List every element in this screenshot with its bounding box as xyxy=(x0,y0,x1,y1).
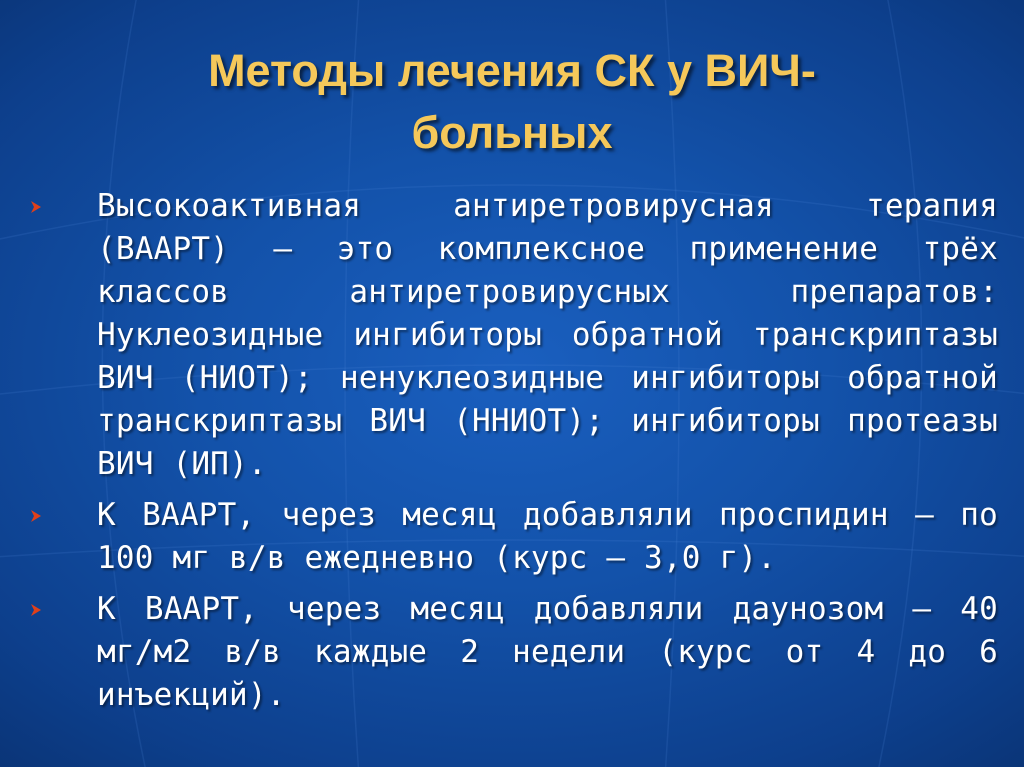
title-line-2: больных xyxy=(411,107,613,158)
bullet-text: К ВААРТ, через месяц добавляли проспидин – по 100 мг в/в ежедневно (курс – 3,0 г). xyxy=(97,497,998,576)
arrow-bullet-icon xyxy=(30,200,42,214)
bullet-item xyxy=(30,185,998,486)
arrow-bullet-icon xyxy=(30,509,42,523)
arrow-bullet-icon xyxy=(30,603,42,617)
bullet-text: К ВААРТ, через месяц добавляли даунозом – 40 мг/м2 в/в каждые 2 недели (курс от 4 до 6 инъекций). xyxy=(97,591,998,713)
bullet-item xyxy=(30,588,998,717)
slide-title xyxy=(0,40,1024,164)
bullet-list xyxy=(30,185,998,725)
title-line-1: Методы лечения СК у ВИЧ- xyxy=(208,45,816,96)
bullet-item xyxy=(30,494,998,580)
bullet-text: Высокоактивная антиретровирусная терапия (ВААРТ) – это комплексное применение трёх классов антиретровирусных препаратов: Нуклеозидные ингибиторы обратной транскриптазы ВИЧ (НИОТ); ненуклеозидные ингибиторы обратной транскриптазы ВИЧ (ННИОТ); ингибиторы протеазы ВИЧ (ИП). xyxy=(97,188,998,482)
